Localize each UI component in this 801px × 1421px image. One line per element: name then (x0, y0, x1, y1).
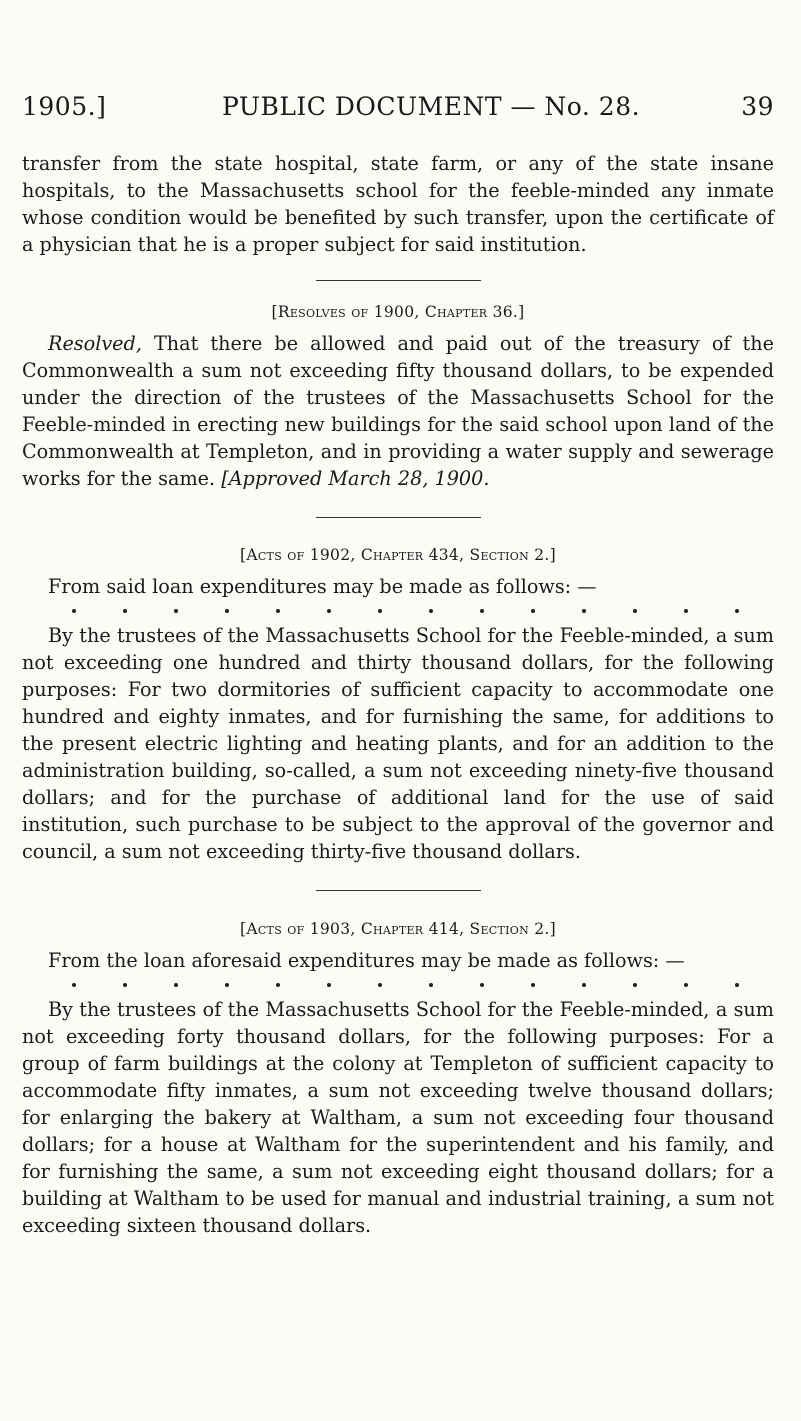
section-source-1900 (22, 299, 774, 326)
page-header (22, 92, 774, 122)
header-year: 1905.] (22, 92, 107, 121)
header-title: PUBLIC DOCUMENT — No. 28. (222, 92, 641, 121)
section-intro: From the loan aforesaid expenditures may be made as follows: — (48, 949, 685, 972)
source-citation: [Acts of 1902, Chapter 434, Section 2.] (240, 546, 556, 564)
resolve-paragraph (22, 330, 774, 492)
document-body (22, 150, 774, 1239)
section-intro: From said loan expenditures may be made as follows: — (48, 575, 597, 598)
source-citation: [Acts of 1903, Chapter 414, Section 2.] (240, 920, 556, 938)
approved-date: [Approved March 28, 1900. (221, 467, 490, 490)
section-source-1903 (22, 916, 774, 943)
section-body: By the trustees of the Massachusetts School for the Feeble-minded, a sum not exceeding one hundred and thirty thousand dollars, for the following purposes: For two dormitories of sufficient capacity to accommodate one hundred and eighty inmates, and for furnishing the same, for additions to the present electric lighting and heating plants, and for an addition to the administration building, so-called, a sum not exceeding ninety-five thousand dollars; and for the purchase of additional land for the use of said institution, such purchase to be subject to the approval of the governor and council, a sum not exceeding thirty-five thousand dollars. (22, 624, 774, 863)
section-body: By the trustees of the Massachusetts School for the Feeble-minded, a sum not exceeding forty thousand dollars, for the following purposes: For a group of farm buildings at the colony at Templeton of sufficient capacity to accommodate fifty inmates, a sum not exceeding twelve thousand dollars; for enlarging the bakery at Waltham, a sum not exceeding four thousand dollars; for a house at Waltham for the superintendent and his family, and for furnishing the same, a sum not exceeding eight thousand dollars; for a building at Waltham to be used for manual and industrial training, a sum not exceeding sixteen thousand dollars. (22, 998, 774, 1237)
resolve-text: That there be allowed and paid out of the treasury of the Commonwealth a sum not exceeding fifty thousand dollars, to be expended under the direction of the trustees of the Massachusetts School for the Feeble-minded in erecting new buildings for the said school upon land of the Commonwealth at Templeton, and in providing a water supply and sewerage works for the same. (22, 332, 774, 490)
ellipsis-dots (22, 974, 774, 996)
intro-paragraph: transfer from the state hospital, state farm, or any of the state insane hospitals, to the Massachusetts school for the feeble-minded any inmate whose condition would be benefited by such transfer, upon the certificate of a physician that he is a proper subject for said institution. (22, 152, 774, 256)
section-source-1902 (22, 542, 774, 569)
section-divider (316, 280, 481, 281)
resolved-word: Resolved, (48, 332, 142, 355)
page-number: 39 (741, 92, 774, 121)
section-divider (316, 890, 481, 891)
ellipsis-dots (22, 600, 774, 622)
source-citation: [Resolves of 1900, Chapter 36.] (271, 303, 525, 321)
section-divider (316, 517, 481, 518)
